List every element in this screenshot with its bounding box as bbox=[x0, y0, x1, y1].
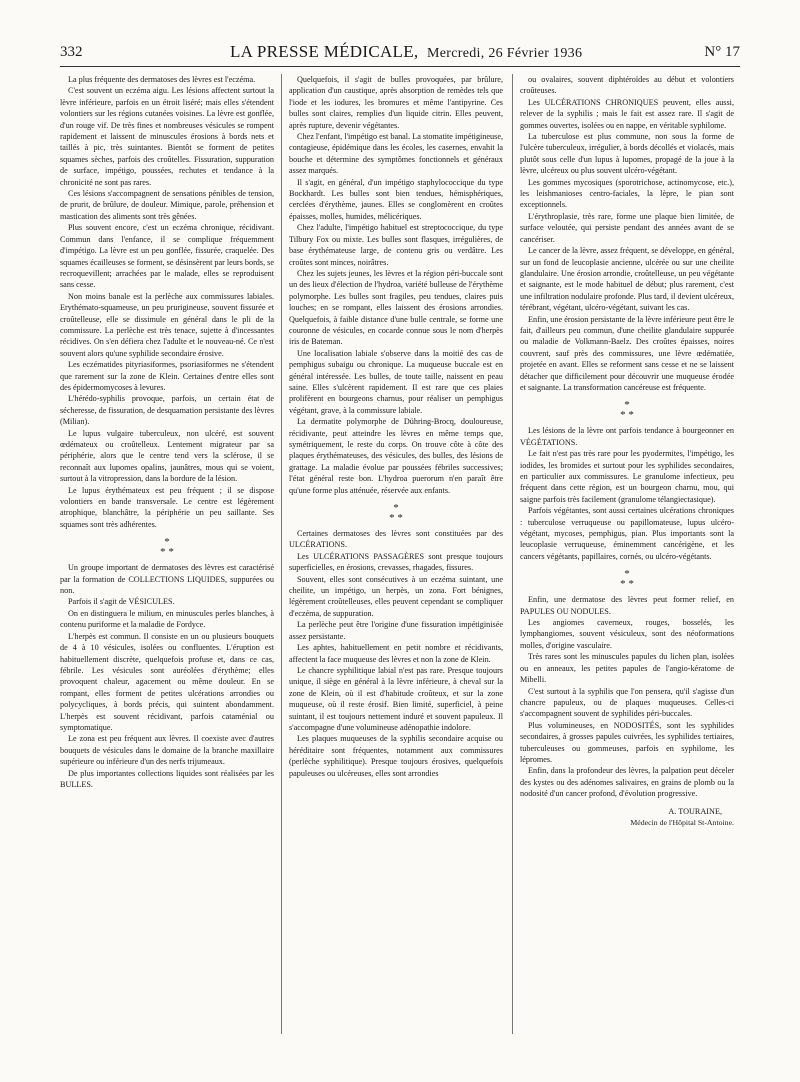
paragraph: Souvent, elles sont consécutives à un eczéma suintant, une cheilite, un impétigo, un herpès, un zona. Fort bénignes, légèrement croûtelleuses, elles peuvent cependant se compliquer d'eczéma, de suppuration. bbox=[289, 574, 503, 618]
paragraph: Le lupus érythémateux est peu fréquent ; il se dispose volontiers en bande transversale. Le centre est légèrement atrophique, blanchâtre, la périphérie un peu saillante. Ses squames sont très adhérentes. bbox=[60, 485, 274, 529]
paragraph: Les aphtes, habituellement en petit nombre et récidivants, affectent la face muqueuse des lèvres et non la zone de Klein. bbox=[289, 643, 503, 664]
text-column-3 bbox=[520, 74, 734, 828]
journal-title-line bbox=[230, 42, 582, 62]
paragraph: Parfois il s'agit de VÉSICULES. bbox=[68, 597, 175, 607]
paragraph: Quelquefois, il s'agit de bulles provoquées, par brûlure, application d'un caustique, après absorption de remèdes tels que l'iode et les iodures, les bromures et même l'antipyrine. Ces bulles sont claires, remplies d'un liquide citrin. Elles peuvent, après rupture, devenir végétantes. bbox=[289, 75, 503, 130]
paragraph: L'érythroplasie, très rare, forme une plaque bien limitée, de surface veloutée, qui persiste pendant des années avant de se cancériser. bbox=[520, 211, 734, 244]
issue-date: Mercredi, 26 Février 1936 bbox=[427, 46, 583, 61]
paragraph: Enfin, une érosion persistante de la lèvre inférieure peut être le fait, d'ailleurs peu commun, d'une cheilite glandulaire suppurée ou maladie de Volkmann-Baelz. Des croûtes épaisses, noires couvrent, sauf près des commissures, une lèvre œdématiée, projetée en avant. Elles se reforment sans cesse et ne se laissent détacher que difficilement pour découvrir une muqueuse érodée et saignante. La transformation cancéreuse est fréquente. bbox=[520, 314, 734, 392]
paragraph: Plus volumineuses, en NODOSITÉS, sont les syphilides secondaires, à grosses papules cuivrées, les syphilides tertiaires, tuberculeuses ou gommeuses, parfois en syphilome, les lépromes. bbox=[520, 720, 734, 764]
paragraph: Chez l'adulte, l'impétigo habituel est streptococcique, du type Tilbury Fox ou mixte. Les bulles sont flasques, irrégulières, de base érythémateuse large, de contenu gris ou verdâtre. Les croûtes sont minces, noirâtres. bbox=[289, 223, 503, 267]
paragraph: Il s'agit, en général, d'un impétigo staphylococcique du type Bockhardt. Les bulles sont bien tendues, hémisphériques, cerclées d'érythème, jaunes. Elles se conglomèrent en croûtes épaisses, molles, humides, mélicériques. bbox=[289, 177, 503, 221]
paragraph: La tuberculose est plus commune, non sous la forme de l'ulcère tuberculeux, irrégulier, à bords décollés et violacés, mais plutôt sous celle d'un lupus à lupomes, propagé de la joue à la lèvre, ulcéreux ou plus souvent ulcéro-végétant. bbox=[520, 132, 734, 176]
paragraph: Le cancer de la lèvre, assez fréquent, se développe, en général, sur un fond de leucoplasie ancienne, ulcérée ou sur une cheilite glandulaire. Une érosion arrondie, croûtelleuse, un peu végétante et saignante, est le mode habituel de début; plus rarement, c'est une infiltration nodulaire profonde. Plus tard, il devient ulcéreux, térébrant, végétant, ulcéro-végétant, suivant les cas. bbox=[520, 246, 734, 313]
paragraph: On en distinguera le milium, en minuscules perles blanches, à contenu puriforme et la maladie de Fordyce. bbox=[60, 608, 274, 630]
paragraph: Le chancre syphilitique labial n'est pas rare. Presque toujours unique, il siège en général à la lèvre inférieure, à cheval sur la zone de Klein, où il est d'habitude croûteux, et sur la zone muqueuse, où il reste érosif. Bien limité, superficiel, à peine suintant, il est toujours nettement induré et souvent papuleux. Il s'accompagne d'une volumineuse adénopathie indolore. bbox=[289, 665, 503, 732]
paragraph: Les ULCÉRATIONS CHRONIQUES peuvent, elles aussi, relever de la syphilis ; mais le fait est assez rare. Il s'agit de gommes ouvertes, isolées ou en nappe, en véritable syphilome. bbox=[520, 97, 734, 130]
paragraph: Les gommes mycosiques (sporotrichose, actinomycose, etc.), les leishmanioses centro-faciales, la lèpre, le pian sont exceptionnels. bbox=[520, 177, 734, 210]
paragraph: L'herpès est commun. Il consiste en un ou plusieurs bouquets de 4 à 10 vésicules, isolées ou confluentes. L'éruption est habituellement discrète, quelquefois profuse et, dans ce cas, fébrile. Les vésicules sont auréolées d'érythème; elles provoquent chaleur, agacement ou même douleur. En se rompant, elles forment de petites ulcérations arrondies ou polycycliques, à bords précis, qui suintent abondamment. L'herpès est souvent récidivant, parfois cataménial ou symptomatique. bbox=[60, 631, 274, 732]
paragraph: Chez l'enfant, l'impétigo est banal. La stomatite impétigineuse, contagieuse, épidémique dans les écoles, les casernes, envahit la bouche et détermine des symptômes fonctionnels et généraux assez marqués. bbox=[289, 132, 503, 176]
paragraph: La dermatite polymorphe de Dühring-Brocq, douloureuse, récidivante, peut atteindre les lèvres en même temps que, symétriquement, le reste du corps. On trouve côte à côte des plaques érythémateuses, des vésicules, des bulles, des lésions de grattage. La maladie évolue par poussées fébriles successives; l'état général reste bon. L'hydroa puerorum n'en paraît être qu'une forme plus atténuée, réservée aux enfants. bbox=[289, 417, 503, 495]
paragraph: Certaines dermatoses des lèvres sont constituées par des ULCÉRATIONS. bbox=[289, 529, 503, 550]
paragraph: Un groupe important de dermatoses des lèvres est caractérisé par la formation de COLLECTIONS LIQUIDES, suppurées ou non. bbox=[60, 563, 274, 596]
paragraph: Chez les sujets jeunes, les lèvres et la région péri-buccale sont un des lieux d'élection de l'hydroa, variété bulleuse de l'érythème polymorphe. Les bulles sont fragiles, peu tendues, claires puis louches; en se rompant, elles laissent des érosions arrondies. Quelquefois, à faible distance d'une bulle centrale, se forme une couronne de vésicules, en cocarde connue sous le nom d'herpès iris de Bateman. bbox=[289, 268, 503, 347]
text-column-2 bbox=[289, 74, 503, 779]
author-affiliation: Médecin de l'Hôpital St-Antoine. bbox=[630, 817, 734, 827]
paragraph: Très rares sont les minuscules papules du lichen plan, isolées ou en anneaux, les petites papules de l'angio-kératome de Mibelli. bbox=[520, 652, 734, 685]
paragraph: Le zona est peu fréquent aux lèvres. Il coexiste avec d'autres bouquets de vésicules dans le domaine de la branche maxillaire supérieure ou inférieure d'un des nerfs trijumeaux. bbox=[60, 734, 274, 767]
paragraph: Plus souvent encore, c'est un eczéma chronique, récidivant. Commun dans l'enfance, il se complique fréquemment d'impétigo. La lèvre est un peu gonflée, fissurée, craquelée. Des squames écailleuses se forment, se désinsèrent par leurs bords, se recroquevillent; arrachées par le malade, elles se reproduisent sans cesse. bbox=[60, 223, 274, 290]
author-signature bbox=[520, 806, 734, 829]
paragraph: Enfin, dans la profondeur des lèvres, la palpation peut déceler des kystes ou des adénomes salivaires, en grains de plomb ou la nodosité d'un cancer profond, d'évolution progressive. bbox=[520, 766, 734, 799]
journal-title: LA PRESSE MÉDICALE, bbox=[230, 42, 419, 61]
paragraph: Le fait n'est pas très rare pour les pyodermites, l'impétigo, les iodides, les bromides et surtout pour les syphilides secondaires, en particulier aux commissures. Le granulome infectieux, peu fréquent dans cette région, est un bourgeon charnu, mou, qui saigne parfois très facilement (granulome télangiectasique). bbox=[520, 449, 734, 504]
paragraph: Une localisation labiale s'observe dans la moitié des cas de pemphigus subaigu ou chronique. La muqueuse buccale est en général intéressée. Les bulles, de toute taille, naissent en peau saine. Elles s'ulcèrent rapidement. Il est rare que ces plaies prolifèrent en bourgeons charnus, pour réaliser un pemphigus végétant, grave, à la commissure labiale. bbox=[289, 348, 503, 415]
column-divider bbox=[512, 74, 513, 1034]
paragraph: Parfois végétantes, sont aussi certaines ulcérations chroniques : tuberculose verruqueuse ou papillomateuse, lupus ulcéro-végétant, mycoses, pemphigus, pian. Plus importants sont la leucoplasie verruqueuse, éminemment cancérigène, et les cancers végétants, papillaires, cornés, ou ulcéro-végétants. bbox=[520, 506, 734, 561]
paragraph: Enfin, une dermatose des lèvres peut former relief, en PAPULES OU NODULES. bbox=[520, 595, 734, 616]
paragraph: De plus importantes collections liquides sont réalisées par les BULLES. bbox=[60, 768, 274, 789]
issue-number: N° 17 bbox=[704, 44, 740, 60]
author-name: A. TOURAINE, bbox=[668, 806, 722, 816]
paragraph: Ces lésions s'accompagnent de sensations pénibles de tension, de prurit, de brûlure, de douleur. Mimique, parole, préhension et mastication des aliments sont très gênées. bbox=[60, 189, 274, 221]
column-divider bbox=[281, 74, 282, 1034]
paragraph: La perlèche peut être l'origine d'une fissuration impétiginisée assez persistante. bbox=[289, 620, 503, 641]
paragraph: ou ovalaires, souvent diphtéroïdes au début et volontiers croûteuses. bbox=[520, 75, 734, 96]
section-separator-asterisks: * * * bbox=[620, 568, 634, 591]
paragraph: C'est surtout à la syphilis que l'on pensera, qu'il s'agisse d'un chancre papuleux, ou de plaques muqueuses. Celles-ci s'accompagnent souvent de syphilides péri-buccales. bbox=[520, 686, 734, 719]
section-separator-asterisks: * * * bbox=[620, 399, 634, 422]
paragraph: Les lésions de la lèvre ont parfois tendance à bourgeonner en VÉGÉTATIONS. bbox=[520, 426, 734, 447]
paragraph: C'est souvent un eczéma aigu. Les lésions affectent surtout la lèvre inférieure, parfois en un étroit liséré; mais elles s'étendent volontiers sur les régions cutanées voisines. La lèvre est gonflée, d'un rouge vif. De très fines et nombreuses vésicules se rompent rapidement et laissent de minuscules érosions à bords nets et taillés à pic, très suintantes. Bientôt se forment de petites squames sèches, parfois des croûtelles. Fissuration, suppuration de surface, impétigo, poussées, rechutes et tendance à la chronicité ne sont pas rares. bbox=[60, 86, 274, 187]
paragraph: Les plaques muqueuses de la syphilis secondaire acquise ou héréditaire sont fréquentes, notamment aux commissures (perlèche syphilitique). Presque toujours érosives, quelquefois papuleuses ou ulcéreuses, elles sont arrondies bbox=[289, 734, 503, 778]
paragraph: L'hérédo-syphilis provoque, parfois, un certain état de sécheresse, de fissuration, de desquamation persistante des lèvres (Milian). bbox=[60, 394, 274, 427]
page-header bbox=[60, 44, 740, 67]
paragraph: Le lupus vulgaire tuberculeux, non ulcéré, est souvent œdémateux ou croûtelleux. Lentement migrateur par sa périphérie, alors que le centre tend vers la sclérose, il se reconnaît aux lupomes opalins, jaunâtres, mous qui se voient, surtout à la vitropression, dans la bordure de la lésion. bbox=[60, 428, 274, 484]
paragraph: Les eczématides pityriasiformes, psoriasiformes ne s'étendent que rarement sur la zone de Klein. Certaines d'entre elles sont des épidermomycoses à levures. bbox=[60, 360, 274, 392]
paragraph: Les angiomes caverneux, rouges, bosselés, les lymphangiomes, souvent vésiculeux, sont des néoformations molles, d'origine vasculaire. bbox=[520, 618, 734, 650]
section-separator-asterisks: * * * bbox=[389, 502, 403, 525]
text-column-1 bbox=[60, 74, 274, 790]
section-separator-asterisks: * * * bbox=[160, 536, 174, 559]
paragraph: La plus fréquente des dermatoses des lèvres est l'eczéma. bbox=[68, 75, 256, 84]
paragraph: Non moins banale est la perlèche aux commissures labiales. Erythémato-squameuse, un peu prurigineuse, souvent fissurée et croûtelleuse, elle se dissimule en général dans le pli de la commissure. La perlèche est très tenace, sujette à d'incessantes récidives. On s'en défiera chez l'adulte et le nouveau-né. Ce n'est souvent alors qu'une syphilide secondaire érosive. bbox=[60, 291, 274, 358]
paragraph: Les ULCÉRATIONS PASSAGÈRES sont presque toujours superficielles, en érosions, crevasses, rhagades, fissures. bbox=[289, 551, 503, 573]
page-number: 332 bbox=[60, 44, 83, 60]
